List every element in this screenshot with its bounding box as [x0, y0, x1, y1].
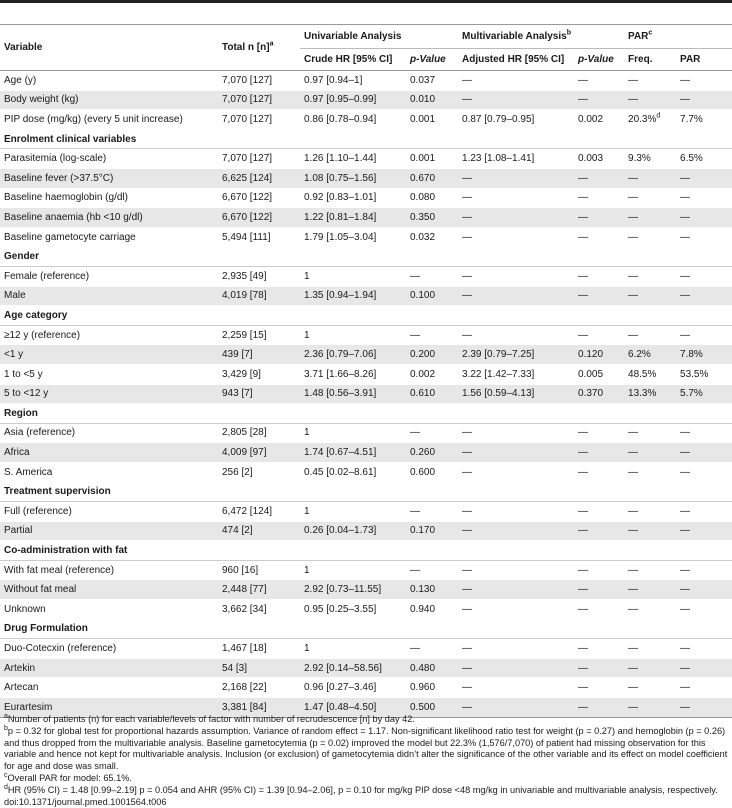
table-cell: —	[676, 266, 732, 286]
table-cell: Artecan	[0, 678, 218, 698]
table-cell: 1.26 [1.10–1.44]	[300, 149, 406, 169]
table-cell: 0.940	[406, 600, 458, 620]
table-row	[0, 384, 732, 404]
table-cell: —	[458, 423, 574, 443]
table-cell: 2,259 [15]	[218, 325, 300, 345]
table-cell: 0.170	[406, 521, 458, 541]
table-row	[0, 658, 732, 678]
table-cell: 7.7%	[676, 110, 732, 130]
table-cell: 0.87 [0.79–0.95]	[458, 110, 574, 130]
table-cell: 1	[300, 502, 406, 522]
table-cell: 0.260	[406, 443, 458, 463]
table-cell: 7,070 [127]	[218, 71, 300, 91]
table-cell: 53.5%	[676, 364, 732, 384]
table-cell: —	[676, 678, 732, 698]
table-cell: —	[624, 227, 676, 247]
section-row	[0, 129, 732, 149]
table-cell: 0.610	[406, 384, 458, 404]
table-row	[0, 168, 732, 188]
table-cell: 2,935 [49]	[218, 266, 300, 286]
footnote-d: $^d$HR (95% CI) = 1.48 [0.99–2.19] p = 0.054 and AHR (95% CI) = 1.39 [0.94–2.06], p = 0.10 for mg/kg PIP dose <48 mg/kg in univariable and multivariable analysis, respectively.	[4, 783, 718, 795]
table-cell: 1.74 [0.67–4.51]	[300, 443, 406, 463]
section-row	[0, 306, 732, 326]
table-cell: —	[624, 580, 676, 600]
table-cell: —	[458, 71, 574, 91]
table-cell: —	[624, 188, 676, 208]
footnote-a: $^a$Number of patients (n) for each variable/levels of factor with number of recrudescence [n] by day 42.	[4, 712, 415, 724]
table-cell: 439 [7]	[218, 345, 300, 365]
table-cell: 0.080	[406, 188, 458, 208]
table-cell: 1.47 [0.48–4.50]	[300, 698, 406, 718]
table-cell: —	[676, 71, 732, 91]
table-cell: 0.001	[406, 110, 458, 130]
table-cell: —	[458, 639, 574, 659]
table-cell: —	[574, 266, 624, 286]
table-cell: 0.001	[406, 149, 458, 169]
table-cell: Asia (reference)	[0, 423, 218, 443]
table-cell: 0.480	[406, 658, 458, 678]
section-label: Enrolment clinical variables	[0, 129, 732, 149]
table-cell: —	[624, 678, 676, 698]
table-cell: —	[676, 580, 732, 600]
table-cell: —	[458, 658, 574, 678]
table-cell: ≥12 y (reference)	[0, 325, 218, 345]
table-row	[0, 443, 732, 463]
table-row	[0, 600, 732, 620]
table-cell: —	[406, 423, 458, 443]
table-cell: —	[676, 443, 732, 463]
table-cell: —	[574, 90, 624, 110]
table-cell: —	[574, 71, 624, 91]
table-row	[0, 188, 732, 208]
table-body	[0, 71, 732, 718]
table-cell: —	[458, 286, 574, 306]
table-cell: Partial	[0, 521, 218, 541]
footnote-c: $^c$Overall PAR for model: 65.1%.	[4, 771, 132, 783]
table-cell: Artekin	[0, 658, 218, 678]
table-cell: —	[676, 227, 732, 247]
doi-text: doi:10.1371/journal.pmed.1001564.t006	[4, 796, 167, 807]
section-row	[0, 541, 732, 561]
table-cell: —	[574, 502, 624, 522]
table-cell: 54 [3]	[218, 658, 300, 678]
table-cell: —	[574, 325, 624, 345]
table-cell: 7.8%	[676, 345, 732, 365]
table-cell: —	[574, 168, 624, 188]
table-cell: —	[458, 462, 574, 482]
table-cell: —	[624, 266, 676, 286]
table-cell: 20.3%$^d$	[624, 110, 676, 130]
table-cell: —	[676, 286, 732, 306]
table-cell: —	[458, 208, 574, 228]
table-cell: 0.005	[574, 364, 624, 384]
table-cell: 1 to <5 y	[0, 364, 218, 384]
table-cell: 0.350	[406, 208, 458, 228]
header-multivariable: Multivariable Analysis$^b$	[458, 25, 624, 49]
table-cell: 0.95 [0.25–3.55]	[300, 600, 406, 620]
table-cell: —	[406, 325, 458, 345]
table-cell: —	[676, 698, 732, 718]
header-variable: Variable	[0, 25, 218, 71]
table-cell: —	[676, 560, 732, 580]
table-cell: —	[574, 188, 624, 208]
table-cell: —	[458, 443, 574, 463]
table-cell: Baseline haemoglobin (g/dl)	[0, 188, 218, 208]
table-cell: —	[574, 443, 624, 463]
table-cell: S. America	[0, 462, 218, 482]
table-cell: Unknown	[0, 600, 218, 620]
table-cell: 1	[300, 325, 406, 345]
table-row	[0, 678, 732, 698]
header-par: PAR	[676, 49, 732, 71]
section-row	[0, 404, 732, 424]
table-cell: —	[574, 208, 624, 228]
table-cell: 0.97 [0.95–0.99]	[300, 90, 406, 110]
table-cell: —	[676, 208, 732, 228]
section-label: Drug Formulation	[0, 619, 732, 639]
table-cell: 0.130	[406, 580, 458, 600]
table-cell: —	[624, 325, 676, 345]
section-label: Age category	[0, 306, 732, 326]
header-p-value: p-Value	[406, 49, 458, 71]
table-cell: 0.200	[406, 345, 458, 365]
table-cell: —	[624, 521, 676, 541]
table-cell: 1.08 [0.75–1.56]	[300, 168, 406, 188]
table-cell: —	[676, 188, 732, 208]
table-cell: —	[676, 325, 732, 345]
section-row	[0, 482, 732, 502]
table-cell: Body weight (kg)	[0, 90, 218, 110]
table-cell: 0.002	[574, 110, 624, 130]
table-cell: 0.100	[406, 286, 458, 306]
table-cell: —	[676, 658, 732, 678]
table-row	[0, 423, 732, 443]
table-cell: —	[458, 90, 574, 110]
section-row	[0, 619, 732, 639]
table-cell: —	[458, 502, 574, 522]
table-cell: —	[624, 600, 676, 620]
table-cell: —	[406, 639, 458, 659]
table-row	[0, 325, 732, 345]
table-cell: 3.22 [1.42–7.33]	[458, 364, 574, 384]
table-cell: 7,070 [127]	[218, 110, 300, 130]
table-cell: 1	[300, 639, 406, 659]
header-crude-hr: Crude HR [95% CI]	[300, 49, 406, 71]
table-cell: 3,662 [34]	[218, 600, 300, 620]
footnote-b: $^b$p = 0.32 for global test for proportional hazards assumption. Variance of random effect = 1.17. Non-significant likelihood ratio test for weight (p = 0.27) and hemoglobin (p = 0.26) and thus dropped from the multivariable analysis. Baseline gametocytemia (p = 0.02) improved the model but 22.3% (1,576/7,070) of patient had missing observation for this variable and hence not kept for multivariable analysis. Inclusion (or exclusion) of gametocytemia didn’t alter the significance of the other variable and its effect on model coefficient for age and dose was small.	[4, 724, 728, 772]
table-cell: —	[676, 600, 732, 620]
header-freq: Freq.	[624, 49, 676, 71]
table-row	[0, 149, 732, 169]
top-rule	[0, 0, 732, 3]
table-row	[0, 521, 732, 541]
table-row	[0, 560, 732, 580]
table-cell: —	[458, 521, 574, 541]
table-cell: —	[406, 502, 458, 522]
table-cell: 474 [2]	[218, 521, 300, 541]
table-cell: —	[458, 560, 574, 580]
table-cell: 0.003	[574, 149, 624, 169]
table-cell: —	[458, 227, 574, 247]
table-cell: 1.56 [0.59–4.13]	[458, 384, 574, 404]
table-cell: 4,019 [78]	[218, 286, 300, 306]
header-p-value-2: p-Value	[574, 49, 624, 71]
table-cell: —	[574, 580, 624, 600]
table-cell: —	[624, 443, 676, 463]
table-cell: Parasitemia (log-scale)	[0, 149, 218, 169]
table-cell: —	[458, 325, 574, 345]
table-cell: —	[624, 168, 676, 188]
table-cell: —	[624, 286, 676, 306]
table-cell: —	[676, 168, 732, 188]
table-cell: 48.5%	[624, 364, 676, 384]
table-cell: —	[624, 658, 676, 678]
table-cell: 3,381 [84]	[218, 698, 300, 718]
section-label: Treatment supervision	[0, 482, 732, 502]
table-row	[0, 90, 732, 110]
table-cell: With fat meal (reference)	[0, 560, 218, 580]
table-cell: 943 [7]	[218, 384, 300, 404]
table-cell: 0.96 [0.27–3.46]	[300, 678, 406, 698]
table-cell: —	[574, 560, 624, 580]
table-cell: 0.037	[406, 71, 458, 91]
table-cell: 2.92 [0.73–11.55]	[300, 580, 406, 600]
table-cell: 6,670 [122]	[218, 188, 300, 208]
table-cell: —	[624, 698, 676, 718]
section-label: Region	[0, 404, 732, 424]
table-cell: 1,467 [18]	[218, 639, 300, 659]
table-cell: —	[676, 462, 732, 482]
table-cell: Male	[0, 286, 218, 306]
table-cell: 0.97 [0.94–1]	[300, 71, 406, 91]
table-cell: 6,670 [122]	[218, 208, 300, 228]
table-cell: 0.600	[406, 462, 458, 482]
table-row	[0, 580, 732, 600]
table-cell: —	[574, 423, 624, 443]
table-row	[0, 227, 732, 247]
table-cell: —	[458, 698, 574, 718]
section-row	[0, 247, 732, 267]
table-cell: —	[574, 658, 624, 678]
table-cell: 0.032	[406, 227, 458, 247]
table-cell: —	[574, 521, 624, 541]
table-cell: 2,448 [77]	[218, 580, 300, 600]
table-cell: —	[624, 71, 676, 91]
table-cell: 1.35 [0.94–1.94]	[300, 286, 406, 306]
table-cell: 9.3%	[624, 149, 676, 169]
table-cell: 6.2%	[624, 345, 676, 365]
footnotes	[4, 714, 728, 808]
table-cell: —	[406, 266, 458, 286]
table-cell: 2.36 [0.79–7.06]	[300, 345, 406, 365]
table-cell: —	[458, 188, 574, 208]
table-cell: —	[574, 678, 624, 698]
table-cell: 5,494 [111]	[218, 227, 300, 247]
table-cell: —	[574, 462, 624, 482]
table-cell: —	[624, 90, 676, 110]
table-cell: Baseline fever (>37.5°C)	[0, 168, 218, 188]
table-cell: —	[574, 698, 624, 718]
table-cell: —	[624, 423, 676, 443]
table-cell: PIP dose (mg/kg) (every 5 unit increase)	[0, 110, 218, 130]
table-cell: Eurartesim	[0, 698, 218, 718]
table-cell: 256 [2]	[218, 462, 300, 482]
table-row	[0, 266, 732, 286]
table-cell: —	[574, 600, 624, 620]
header-total: Total n $[n]^a$	[218, 25, 300, 71]
table-cell: 0.370	[574, 384, 624, 404]
table-cell: 2,168 [22]	[218, 678, 300, 698]
table-cell: 1.23 [1.08–1.41]	[458, 149, 574, 169]
table-cell: —	[624, 502, 676, 522]
table-cell: 3.71 [1.66–8.26]	[300, 364, 406, 384]
table-row	[0, 71, 732, 91]
table-cell: 0.92 [0.83–1.01]	[300, 188, 406, 208]
table-cell: —	[676, 502, 732, 522]
table-row	[0, 364, 732, 384]
table-cell: 0.120	[574, 345, 624, 365]
table-cell: —	[676, 521, 732, 541]
table-cell: Baseline anaemia (hb <10 g/dl)	[0, 208, 218, 228]
table-cell: 5.7%	[676, 384, 732, 404]
table-cell: Africa	[0, 443, 218, 463]
table-cell: 5 to <12 y	[0, 384, 218, 404]
header-univariable: Univariable Analysis	[300, 25, 458, 49]
table-cell: —	[624, 208, 676, 228]
table-row	[0, 462, 732, 482]
table-cell: <1 y	[0, 345, 218, 365]
table-cell: —	[574, 286, 624, 306]
table-cell: 0.500	[406, 698, 458, 718]
table-cell: Baseline gametocyte carriage	[0, 227, 218, 247]
table-cell: 3,429 [9]	[218, 364, 300, 384]
table-cell: —	[574, 227, 624, 247]
table-cell: Age (y)	[0, 71, 218, 91]
table-cell: —	[676, 90, 732, 110]
table-row	[0, 345, 732, 365]
table-cell: 6,472 [124]	[218, 502, 300, 522]
table-row	[0, 639, 732, 659]
table-cell: 960 [16]	[218, 560, 300, 580]
table-cell: —	[676, 639, 732, 659]
table-cell: —	[624, 560, 676, 580]
table-cell: 0.670	[406, 168, 458, 188]
table-cell: 0.960	[406, 678, 458, 698]
section-label: Co-administration with fat	[0, 541, 732, 561]
table-header	[0, 25, 732, 71]
table-cell: 13.3%	[624, 384, 676, 404]
table-cell: 2.39 [0.79–7.25]	[458, 345, 574, 365]
table-row	[0, 110, 732, 130]
table-cell: 1.48 [0.56–3.91]	[300, 384, 406, 404]
table-cell: 2,805 [28]	[218, 423, 300, 443]
table-row	[0, 502, 732, 522]
table-cell: 2.92 [0.14–58.56]	[300, 658, 406, 678]
table-cell: 0.26 [0.04–1.73]	[300, 521, 406, 541]
table-cell: Duo-Cotecxin (reference)	[0, 639, 218, 659]
table-cell: —	[406, 560, 458, 580]
table-cell: 6,625 [124]	[218, 168, 300, 188]
header-adjusted-hr: Adjusted HR [95% CI]	[458, 49, 574, 71]
table-cell: —	[624, 462, 676, 482]
table-cell: 1	[300, 423, 406, 443]
table-cell: —	[574, 639, 624, 659]
table-cell: 7,070 [127]	[218, 90, 300, 110]
table-cell: 1	[300, 560, 406, 580]
table-cell: —	[676, 423, 732, 443]
table-cell: 0.010	[406, 90, 458, 110]
table-cell: Female (reference)	[0, 266, 218, 286]
table-cell: —	[458, 678, 574, 698]
table-cell: —	[458, 580, 574, 600]
table-cell: 1.22 [0.81–1.84]	[300, 208, 406, 228]
table-row	[0, 208, 732, 228]
results-table	[0, 24, 732, 718]
table-row	[0, 286, 732, 306]
table-cell: —	[458, 600, 574, 620]
table-cell: Full (reference)	[0, 502, 218, 522]
header-par-group: PAR$^c$	[624, 25, 732, 49]
table-cell: —	[458, 266, 574, 286]
table-cell: 1	[300, 266, 406, 286]
table-cell: —	[458, 168, 574, 188]
table-cell: 7,070 [127]	[218, 149, 300, 169]
table-cell: 0.86 [0.78–0.94]	[300, 110, 406, 130]
table-cell: 1.79 [1.05–3.04]	[300, 227, 406, 247]
table-cell: 4,009 [97]	[218, 443, 300, 463]
section-label: Gender	[0, 247, 732, 267]
table-cell: —	[624, 639, 676, 659]
table-cell: 0.002	[406, 364, 458, 384]
table-cell: 6.5%	[676, 149, 732, 169]
table-cell: Without fat meal	[0, 580, 218, 600]
table-cell: 0.45 [0.02–8.61]	[300, 462, 406, 482]
